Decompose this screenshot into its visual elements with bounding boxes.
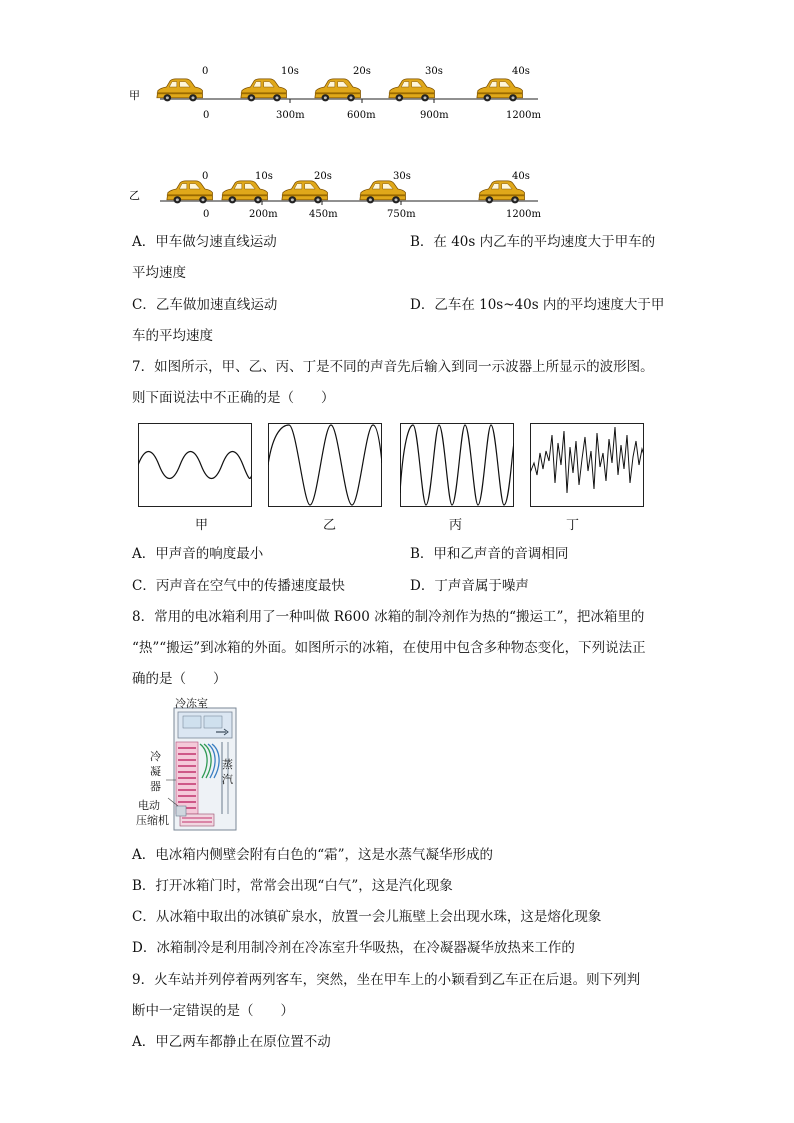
waveform-ding xyxy=(530,423,644,507)
q7-stem-line1: 7．如图所示，甲、乙、丙、丁是不同的声音先后输入到同一示波器上所显示的波形图。 xyxy=(132,359,654,375)
q8-stem-line2: “热”“搬运”到冰箱的外面。如图所示的冰箱，在使用中包含多种物态变化，下列说法正 xyxy=(132,640,646,656)
car-jia-1 xyxy=(241,79,287,102)
time-label: 20s xyxy=(314,171,332,182)
q8-stem-line1: 8．常用的电冰箱利用了一种叫做 R600 冰箱的制冷剂作为热的“搬运工”，把冰箱里的 xyxy=(132,609,645,625)
car-yi-0 xyxy=(167,181,213,204)
car-jia-0 xyxy=(157,79,203,102)
q8-option-a[interactable]: A．电冰箱内侧壁会附有白色的“霜”，这是水蒸气凝华形成的 xyxy=(132,847,494,863)
q7-option-c[interactable]: C．丙声音在空气中的传播速度最快 xyxy=(132,578,345,594)
q7-option-a[interactable]: A．甲声音的响度最小 xyxy=(132,546,264,562)
car-jia-3 xyxy=(389,79,435,102)
time-label: 0 xyxy=(202,66,209,77)
distance-label: 300m xyxy=(276,110,305,121)
q6-option-b[interactable]: B．在 40s 内乙车的平均速度大于甲车的 xyxy=(410,234,656,250)
time-label: 30s xyxy=(393,171,411,182)
q8-option-b[interactable]: B．打开冰箱门时，常常会出现“白气”，这是汽化现象 xyxy=(132,878,453,894)
car-jia-2 xyxy=(315,79,361,102)
q6-option-d[interactable]: D．乙车在 10s~40s 内的平均速度大于甲 xyxy=(410,297,665,313)
waveform-jia xyxy=(138,423,252,507)
row-yi-label: 乙 xyxy=(129,189,140,202)
label-condenser-3: 器 xyxy=(150,780,161,793)
time-label: 10s xyxy=(281,66,299,77)
distance-label: 1200m xyxy=(506,110,541,121)
waveform-yi xyxy=(268,423,382,507)
car-yi-3 xyxy=(360,181,406,204)
distance-label: 450m xyxy=(309,209,338,220)
q6-option-b-cont: 平均速度 xyxy=(132,265,186,281)
time-label: 30s xyxy=(425,66,443,77)
q7-stem-line2: 则下面说法中不正确的是（ ） xyxy=(132,390,335,406)
label-vapor-2: 汽 xyxy=(222,773,233,786)
q6-option-d-cont: 车的平均速度 xyxy=(132,328,213,344)
distance-label: 1200m xyxy=(506,209,541,220)
time-label: 10s xyxy=(255,171,273,182)
label-compressor-2: 压缩机 xyxy=(136,814,169,827)
q9-stem-line2: 断中一定错误的是（ ） xyxy=(132,1003,294,1019)
time-label: 0 xyxy=(202,171,209,182)
car-yi-2 xyxy=(282,181,328,204)
label-condenser-1: 冷 xyxy=(150,750,161,763)
label-freezer: 冷冻室 xyxy=(175,697,208,710)
label-condenser-2: 凝 xyxy=(150,765,161,778)
car-motion-figure xyxy=(125,58,555,223)
car-jia-4 xyxy=(477,79,523,102)
distance-label: 0 xyxy=(203,209,210,220)
q8-option-d[interactable]: D．冰箱制冷是利用制冷剂在冷冻室升华吸热，在冷凝器凝华放热来工作的 xyxy=(132,940,575,956)
wave-label-jia: 甲 xyxy=(195,518,209,533)
distance-label: 0 xyxy=(203,110,210,121)
time-label: 40s xyxy=(512,66,530,77)
label-vapor-1: 蒸 xyxy=(222,758,233,771)
distance-label: 750m xyxy=(387,209,416,220)
wave-label-bing: 丙 xyxy=(449,518,463,533)
label-compressor-1: 电动 xyxy=(138,799,160,812)
car-yi-4 xyxy=(479,181,525,204)
distance-label: 200m xyxy=(249,209,278,220)
q8-option-c[interactable]: C．从冰箱中取出的冰镇矿泉水，放置一会儿瓶壁上会出现水珠，这是熔化现象 xyxy=(132,909,602,925)
q7-option-b[interactable]: B．甲和乙声音的音调相同 xyxy=(410,546,569,562)
q6-option-a[interactable]: A．甲车做匀速直线运动 xyxy=(132,234,277,250)
distance-label: 600m xyxy=(347,110,376,121)
q9-option-a[interactable]: A．甲乙两车都静止在原位置不动 xyxy=(132,1034,331,1050)
car-yi-1 xyxy=(222,181,268,204)
distance-label: 900m xyxy=(420,110,449,121)
wave-label-ding: 丁 xyxy=(566,518,580,533)
q8-stem-line3: 确的是（ ） xyxy=(132,671,227,687)
q6-option-c[interactable]: C．乙车做加速直线运动 xyxy=(132,297,278,313)
row-jia-label: 甲 xyxy=(129,89,140,102)
time-label: 20s xyxy=(353,66,371,77)
waveform-bing xyxy=(400,423,514,507)
time-label: 40s xyxy=(512,171,530,182)
q9-stem-line1: 9．火车站并列停着两列客车，突然，坐在甲车上的小颖看到乙车正在后退。则下列判 xyxy=(132,972,641,988)
q7-option-d[interactable]: D．丁声音属于噪声 xyxy=(410,578,529,594)
wave-label-yi: 乙 xyxy=(323,518,337,533)
